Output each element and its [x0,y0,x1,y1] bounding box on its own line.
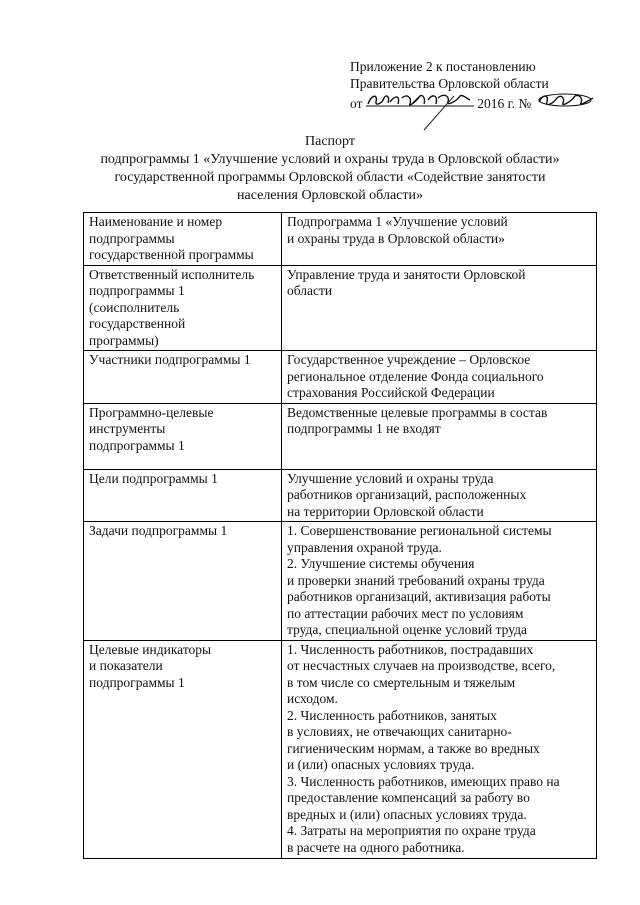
row-value-line: на территории Орловской области [287,503,484,519]
table-row [84,522,597,641]
row-value-line: в условиях, не отвечающих санитарно- [287,724,512,739]
row-value-line: предоставление компенсаций за работу во [287,790,530,805]
date-prefix: от [350,96,363,111]
row-label-cell [84,522,282,641]
table-row [84,640,597,858]
title-line-1: Паспорт [305,134,355,149]
table-row [84,265,597,351]
row-value-line: 2. Улучшение системы обучения [287,556,475,571]
row-value-line: труда, специальной оценке условий труда [287,622,527,637]
row-label-line: Ответственный исполнитель [89,266,255,282]
row-value-line: региональное отделение Фонда социального [287,368,544,384]
row-value-line: вредных и (или) опасных условиях труда. [287,806,527,822]
row-value-line: и проверки знаний требований охраны труда [287,572,545,588]
row-value-line: и (или) опасных условиях труда. [287,757,475,772]
appendix-date-line [350,92,620,112]
row-label-line: подпрограммы [89,230,175,246]
table-row [84,469,597,522]
row-value-line: гигиеническим нормам, а также во вредных [287,740,540,756]
row-label-line: Задачи подпрограммы 1 [89,523,228,538]
title-line-2: подпрограммы 1 «Улучшение условий и охраны труда в Орловской области» [100,152,560,167]
row-value-cell [282,403,597,469]
row-label-line: государственной [89,316,186,331]
appendix-line-2: Правительства Орловской области [350,76,549,91]
row-value-line: 3. Численность работников, имеющих право на [287,773,560,789]
row-value-line: в расчете на одного работника. [287,839,465,855]
row-value-line: 4. Затраты на мероприятия по охране труда [287,823,536,838]
title-line-4: населения Орловской области» [237,188,423,203]
date-year: 2016 г. № [477,96,532,111]
row-label-line: Участники подпрограммы 1 [89,352,251,367]
row-label-line: и показатели [89,658,163,673]
row-label-line: (соисполнитель [89,299,180,315]
row-label-line: программы) [89,332,159,348]
row-value-line: исходом. [287,691,338,706]
row-value-line: в том числе со смертельным и тяжелым [287,674,516,690]
row-value-cell [282,213,597,266]
row-value-line: и охраны труда в Орловской области» [287,230,505,246]
row-label-line: Программно-целевые [89,404,214,420]
row-value-line: 2. Численность работников, занятых [287,707,497,723]
row-value-line: работников организаций, расположенных [287,487,527,502]
row-label-line: Целевые индикаторы [89,641,212,657]
row-label-cell [84,469,282,522]
row-value-line: управления охраной труда. [287,539,442,555]
row-value-line: Ведомственные целевые программы в состав [287,404,548,420]
row-value-line: 1. Совершенствование региональной системы [287,523,552,538]
row-label-line: подпрограммы 1 [89,283,185,298]
row-value-cell [282,351,597,404]
pen-stroke [420,92,460,132]
row-value-line: от несчастных случаев на производстве, всего, [287,658,556,673]
row-label-line: подпрограммы 1 [89,674,185,690]
row-value-line: Государственное учреждение – Орловское [287,352,531,367]
row-value-line: области [287,283,333,298]
row-label-line: Цели подпрограммы 1 [89,470,218,486]
row-value-cell [282,522,597,641]
row-value-line: по аттестации рабочих мест по условиям [287,605,524,621]
row-label-line: Наименование и номер [89,214,223,229]
row-label-line: подпрограммы 1 [89,437,185,453]
passport-table [83,212,597,859]
row-value-line: Управление труда и занятости Орловской [287,266,526,282]
row-value-cell [282,640,597,858]
row-label-cell [84,265,282,351]
row-label-cell [84,351,282,404]
row-value-line: Подпрограмма 1 «Улучшение условий [287,214,508,229]
row-value-cell [282,469,597,522]
passport-title [60,133,600,205]
row-value-line: страхования Российской Федерации [287,385,495,400]
row-value-line: подпрограммы 1 не входят [287,421,441,436]
row-value-cell [282,265,597,351]
table-row [84,403,597,469]
row-value-line: 1. Численность работников, пострадавших [287,641,534,657]
table-row [84,351,597,404]
appendix-header [350,58,620,112]
table-row [84,213,597,266]
row-label-line: инструменты [89,421,166,436]
row-label-cell [84,403,282,469]
row-label-line: государственной программы [89,247,254,262]
handwritten-number-signature [535,92,595,112]
row-label-cell [84,640,282,858]
row-value-line: работников организаций, активизация работы [287,589,551,604]
row-value-line: Улучшение условий и охраны труда [287,470,494,486]
appendix-line-1: Приложение 2 к постановлению [350,59,536,74]
title-line-3: государственной программы Орловской области «Содействие занятости [114,170,546,185]
row-label-cell [84,213,282,266]
